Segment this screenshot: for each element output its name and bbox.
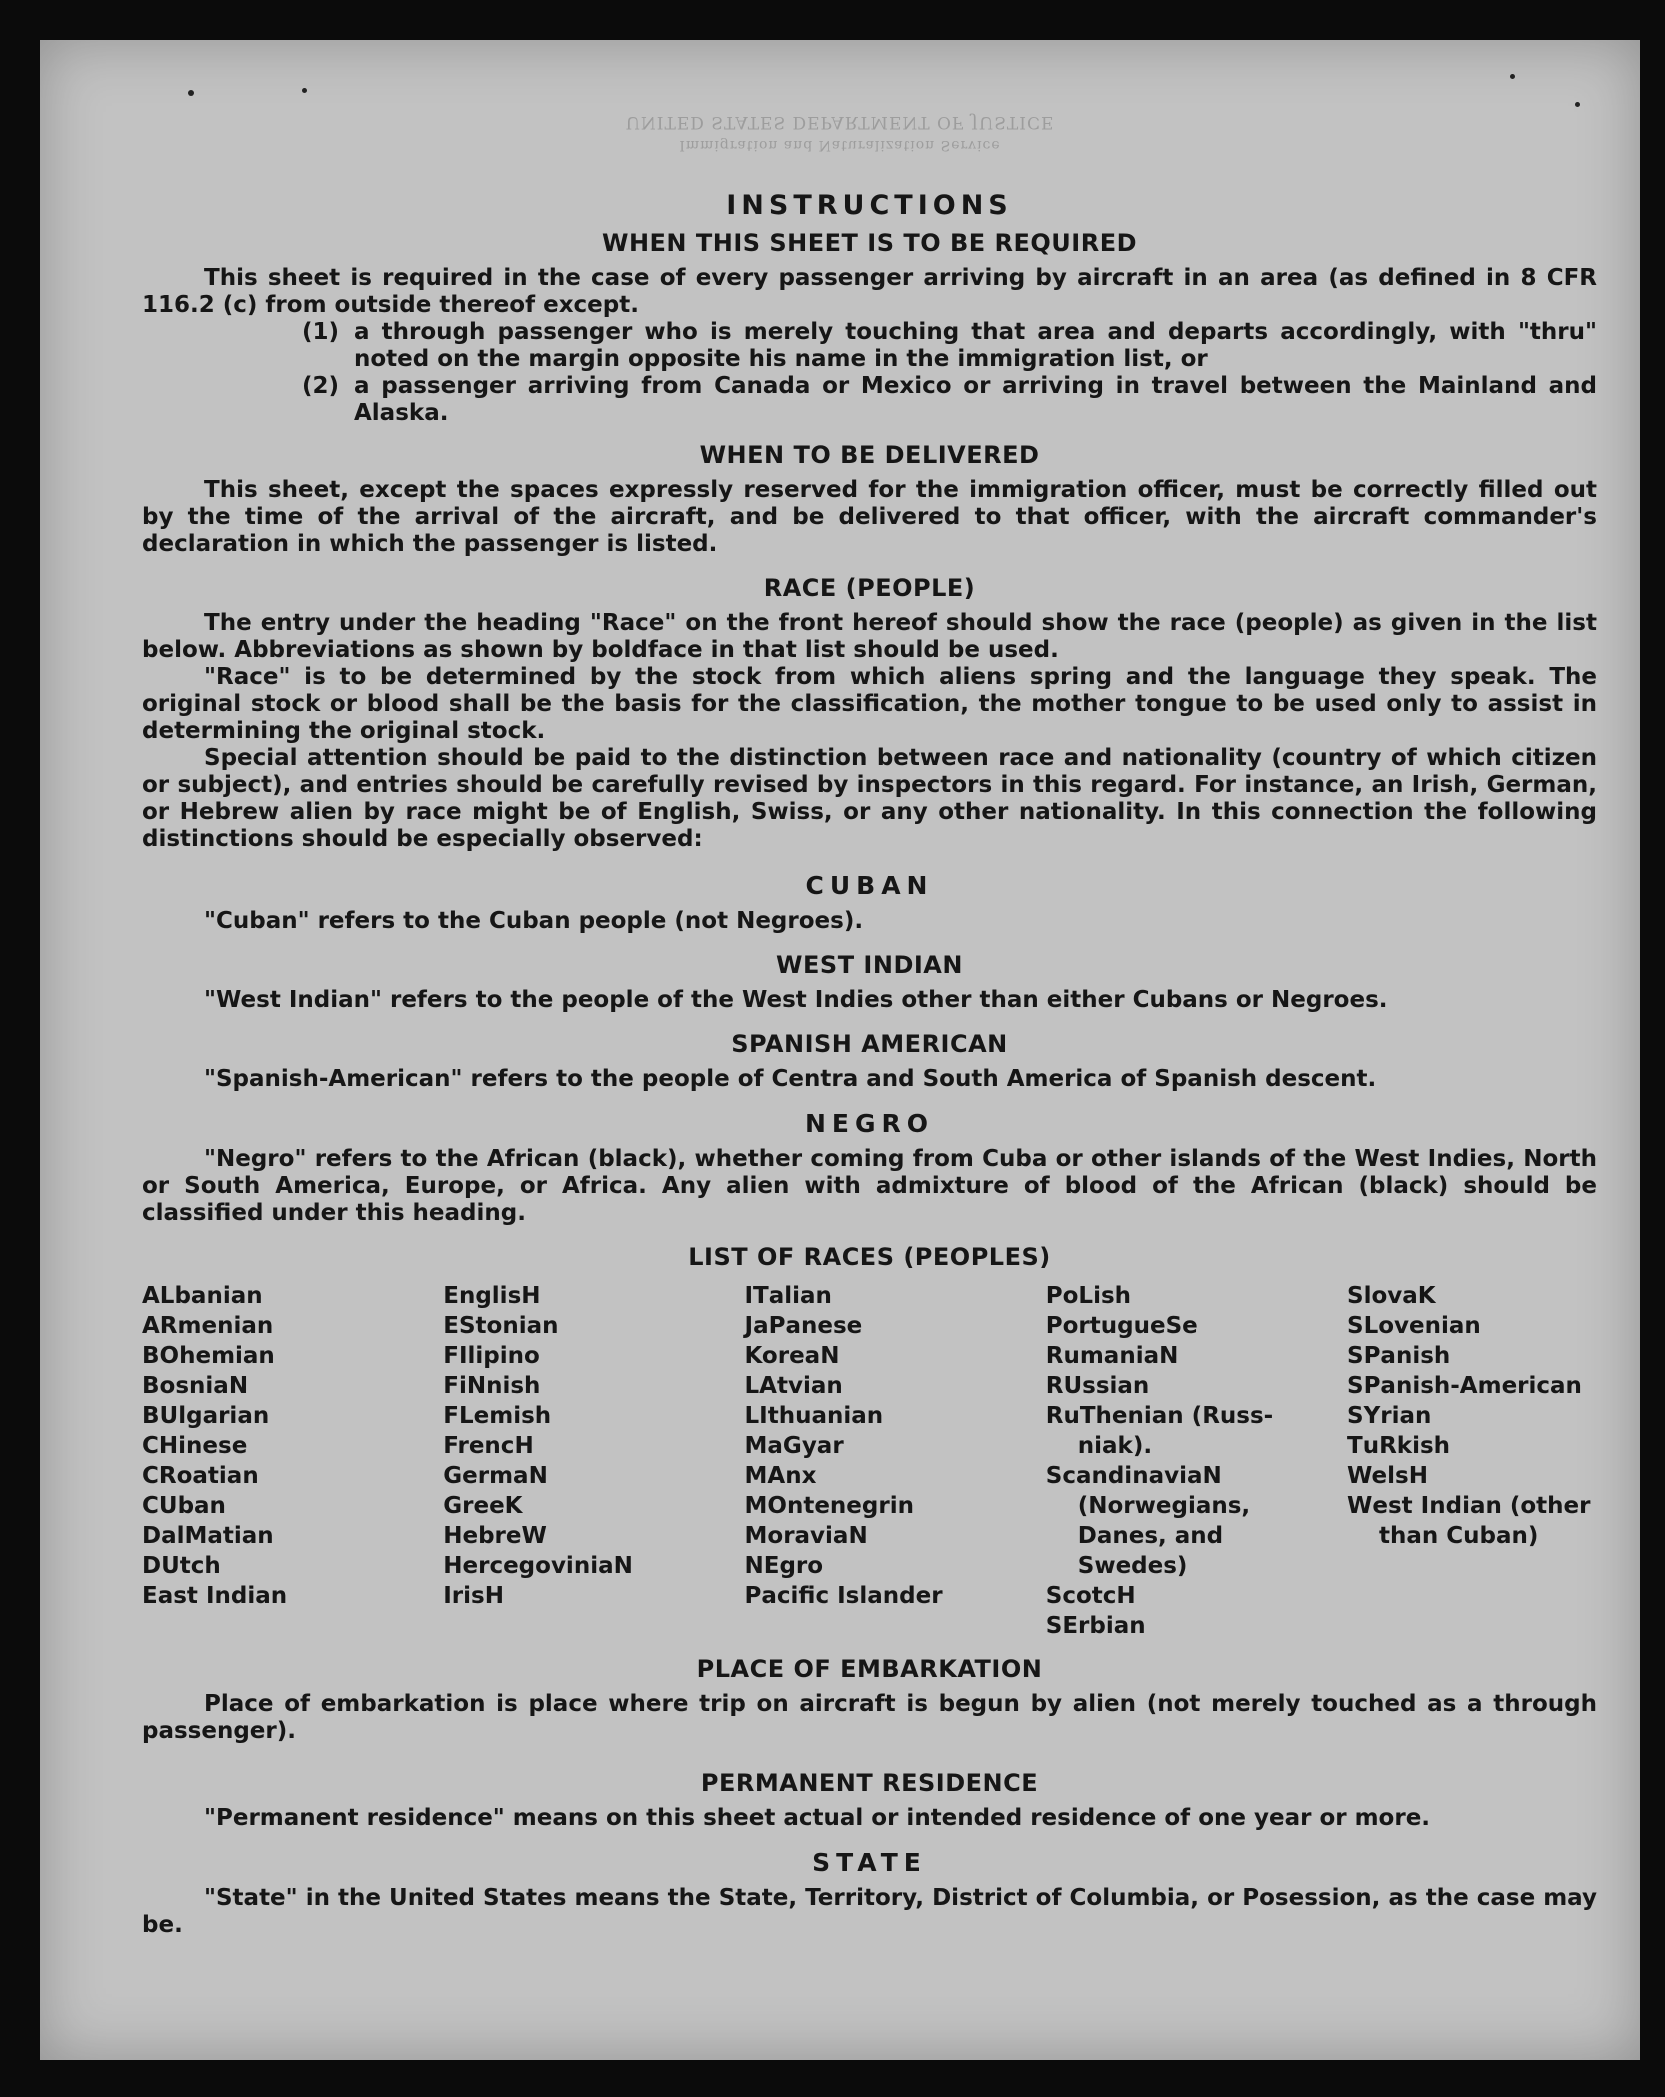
races-column-3	[745, 1281, 1035, 1641]
race-item: MOntenegrin	[744, 1493, 914, 1519]
west-indian-heading: WEST INDIAN	[776, 951, 963, 979]
race-item: PortugueSe	[1045, 1313, 1198, 1339]
race-item: ARmenian	[142, 1313, 274, 1339]
race-item: FiNnish	[443, 1373, 541, 1399]
race-item: PoLish	[1045, 1283, 1132, 1309]
embarkation-heading: PLACE OF EMBARKATION	[696, 1655, 1043, 1683]
cuban-heading: CUBAN	[805, 871, 934, 900]
spanish-american-paragraph: "Spanish-American" refers to the people of Centra and South America of Spanish descent.	[204, 1066, 1377, 1092]
race-item: CRoatian	[142, 1463, 259, 1489]
speck	[302, 88, 307, 93]
speck	[1575, 102, 1580, 107]
instructions-body	[142, 190, 1597, 1939]
race-item: BUlgarian	[142, 1403, 270, 1429]
race-paragraph-2: "Race" is to be determined by the stock from which aliens spring and the language they speak. The original stock or blood shall be the basis for the classification, the mother tongue to be used only to assist in determining the original stock.	[142, 664, 1597, 744]
embarkation-paragraph: Place of embarkation is place where trip on aircraft is begun by alien (not merely touched as a through passenger).	[142, 1691, 1597, 1744]
races-column-1	[142, 1281, 432, 1641]
race-item: niak).	[1077, 1433, 1153, 1459]
instructions-title: INSTRUCTIONS	[726, 190, 1013, 221]
race-item: WelsH	[1347, 1463, 1428, 1489]
negro-heading: NEGRO	[804, 1109, 935, 1138]
race-item: EnglisH	[443, 1283, 541, 1309]
race-paragraph-1: The entry under the heading "Race" on the front hereof should show the race (people) as given in the list below. Abbreviations as shown by boldface in that list should be used.	[142, 610, 1597, 663]
race-item: LIthuanian	[744, 1403, 884, 1429]
race-item: West Indian (other	[1347, 1493, 1591, 1519]
race-item: ScandinaviaN	[1045, 1463, 1222, 1489]
required-item-2: (2) a passenger arriving from Canada or Mexico or arriving in travel between the Mainland and Alaska.	[302, 373, 1597, 426]
race-item: FLemish	[443, 1403, 552, 1429]
race-item: MaGyar	[744, 1433, 844, 1459]
race-item: ScotcH	[1045, 1583, 1136, 1609]
west-indian-paragraph: "West Indian" refers to the people of the West Indies other than either Cubans or Negroes.	[204, 987, 1388, 1013]
race-item: DalMatian	[142, 1523, 274, 1549]
race-item: SlovaK	[1347, 1283, 1436, 1309]
required-item-1: (1) a through passenger who is merely touching that area and departs accordingly, with "thru" noted on the margin opposite his name in the immigration list, or	[302, 319, 1597, 372]
race-item: than Cuban)	[1379, 1523, 1539, 1549]
race-item: FIlipino	[443, 1343, 540, 1369]
speck	[188, 90, 194, 96]
residence-heading: PERMANENT RESIDENCE	[700, 1769, 1039, 1797]
race-paragraph-3: Special attention should be paid to the distinction between race and nationality (country of which citizen or subject), and entries should be carefully revised by inspectors in this regard. For instance, an Irish, German, or Hebrew alien by race might be of English, Swiss, or any other nationality. In this connection the following distinctions should be especially observed:	[142, 745, 1597, 852]
residence-paragraph: "Permanent residence" means on this sheet actual or intended residence of one year or more.	[204, 1805, 1431, 1831]
delivered-heading: WHEN TO BE DELIVERED	[699, 441, 1040, 469]
race-item: HebreW	[443, 1523, 547, 1549]
race-item: SErbian	[1045, 1613, 1146, 1639]
race-item: MoraviaN	[744, 1523, 868, 1549]
race-item: Danes, and	[1077, 1523, 1224, 1549]
state-paragraph: "State" in the United States means the State, Territory, District of Columbia, or Posession, as the case may be.	[142, 1885, 1597, 1938]
race-item: LAtvian	[744, 1373, 843, 1399]
race-item: SLovenian	[1347, 1313, 1481, 1339]
race-item: NEgro	[744, 1553, 824, 1579]
race-item: IrisH	[443, 1583, 504, 1609]
state-heading: STATE	[812, 1848, 927, 1877]
race-item: EStonian	[443, 1313, 559, 1339]
race-item: KoreaN	[744, 1343, 840, 1369]
races-column-2	[443, 1281, 733, 1641]
race-item: CHinese	[142, 1433, 248, 1459]
cuban-paragraph: "Cuban" refers to the Cuban people (not Negroes).	[204, 908, 864, 934]
races-column-4	[1046, 1281, 1336, 1641]
races-list	[142, 1281, 1597, 1641]
required-heading: WHEN THIS SHEET IS TO BE REQUIRED	[601, 229, 1138, 257]
race-item: CUban	[142, 1493, 226, 1519]
race-item: Swedes)	[1077, 1553, 1188, 1579]
race-item: FrencH	[443, 1433, 534, 1459]
race-item: SPanish-American	[1347, 1373, 1582, 1399]
race-item: GermaN	[443, 1463, 548, 1489]
race-item: GreeK	[443, 1493, 523, 1519]
race-item: RuThenian (Russ-	[1045, 1403, 1274, 1429]
spanish-american-heading: SPANISH AMERICAN	[731, 1030, 1008, 1058]
race-item: MAnx	[744, 1463, 817, 1489]
race-item: Pacific Islander	[744, 1583, 943, 1609]
races-column-5	[1347, 1281, 1597, 1641]
document-sheet	[40, 40, 1640, 2060]
race-item: HercegoviniaN	[443, 1553, 633, 1579]
race-item: SPanish	[1347, 1343, 1451, 1369]
race-item: DUtch	[142, 1553, 221, 1579]
race-item: JaPanese	[744, 1313, 863, 1339]
race-item: (Norwegians,	[1077, 1493, 1251, 1519]
list-of-races-heading: LIST OF RACES (PEOPLES)	[688, 1243, 1051, 1271]
race-item: RumaniaN	[1045, 1343, 1179, 1369]
required-paragraph: This sheet is required in the case of every passenger arriving by aircraft in an area (as defined in 8 CFR 116.2 (c) from outside thereof except.	[142, 265, 1597, 318]
negro-paragraph: "Negro" refers to the African (black), whether coming from Cuba or other islands of the West Indies, North or South America, Europe, or Africa. Any alien with admixture of blood of the African (black) should be classified under this heading.	[142, 1146, 1597, 1226]
race-item: ITalian	[744, 1283, 832, 1309]
race-heading: RACE (PEOPLE)	[763, 574, 976, 602]
delivered-paragraph: This sheet, except the spaces expressly reserved for the immigration officer, must be correctly filled out by the time of the arrival of the aircraft, and be delivered to that officer, with the aircraft commander's declaration in which the passenger is listed.	[142, 477, 1597, 557]
race-item: East Indian	[142, 1583, 288, 1609]
bleedthrough-header-line1: UNITED STATES DEPARTMENT OF JUSTICE	[625, 112, 1055, 132]
race-item: RUssian	[1045, 1373, 1150, 1399]
race-item: TuRkish	[1347, 1433, 1451, 1459]
race-item: ALbanian	[142, 1283, 263, 1309]
race-item: SYrian	[1347, 1403, 1432, 1429]
bleedthrough-header-line2: Immigration and Naturalization Service	[679, 137, 1001, 153]
race-item: BOhemian	[142, 1343, 275, 1369]
speck	[1510, 74, 1515, 79]
race-item: BosniaN	[142, 1373, 249, 1399]
